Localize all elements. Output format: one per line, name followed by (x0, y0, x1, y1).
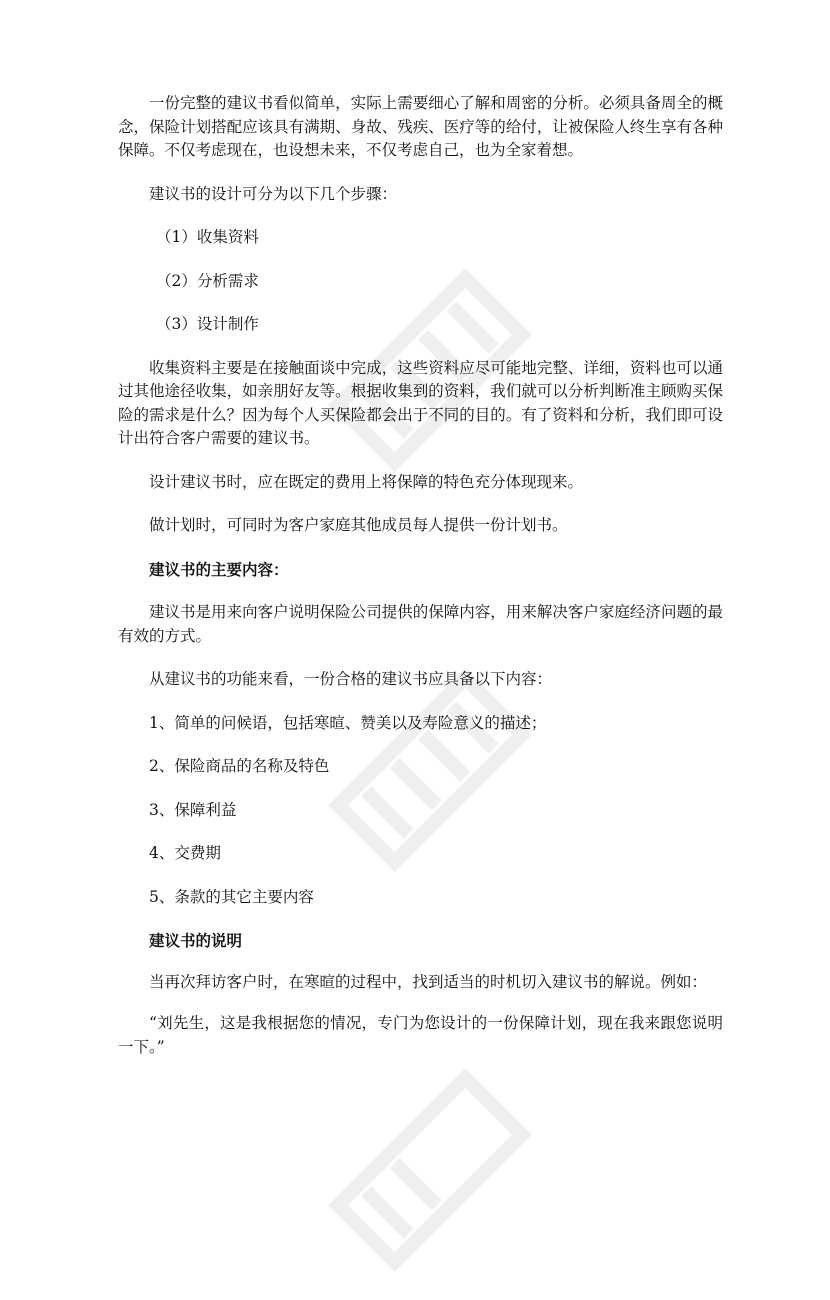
step-item: （2）分析需求 (156, 271, 259, 290)
design-paragraph: 设计建议书时，应在既定的费用上将保障的特色充分体现现来。 (149, 472, 584, 491)
explain-paragraph: 当再次拜访客户时，在寒暄的过程中，找到适当的时机切入建议书的解说。例如： (149, 972, 708, 991)
section-heading: 建议书的说明 (149, 931, 243, 950)
list-item: 3、保障利益 (149, 800, 237, 819)
steps-intro: 建议书的设计可分为以下几个步骤： (149, 184, 398, 203)
list-item: 5、条款的其它主要内容 (149, 887, 314, 906)
watermark-icon (300, 1040, 560, 1300)
step-item: （1）收集资料 (156, 228, 259, 246)
section-heading: 建议书的主要内容： (149, 559, 289, 579)
step-item: （3）设计制作 (156, 315, 259, 333)
content-paragraph: 建议书是用来向客户说明保险公司提供的保障内容，用来解决客户家庭经济问题的最有效的方式。 (118, 603, 723, 645)
plan-paragraph: 做计划时，可同时为客户家庭其他成员每人提供一份计划书。 (149, 516, 568, 534)
collect-paragraph: 收集资料主要是在接触面谈中完成，这些资料应尽可能地完整、详细，资料也可以通过其他途径收集，如亲朋好友等。根据收集到的资料，我们就可以分析判断准主顾购买保险的需求是什么？因为每个人买保险都会出于不同的目的。有了资料和分析，我们即可设计出符合客户需要的建议书。 (118, 358, 723, 447)
list-item: 2、保险商品的名称及特色 (149, 757, 330, 775)
document-page (118, 92, 723, 1079)
intro-paragraph: 一份完整的建议书看似简单，实际上需要细心了解和周密的分析。必须具备周全的概念，保险计划搭配应该具有满期、身故、残疾、医疗等的给付，让被保险人终生享有各种保障。不仅考虑现在，也设想未来，不仅考虑自己，也为全家着想。 (118, 94, 723, 159)
quote-paragraph: “刘先生，这是我根据您的情况，专门为您设计的一份保障计划，现在我来跟您说明一下。” (118, 1014, 723, 1056)
list-item: 1、简单的问候语，包括寒暄、赞美以及寿险意义的描述； (149, 713, 547, 732)
content-intro: 从建议书的功能来看，一份合格的建议书应具备以下内容： (149, 670, 553, 688)
list-item: 4、交费期 (149, 844, 221, 862)
